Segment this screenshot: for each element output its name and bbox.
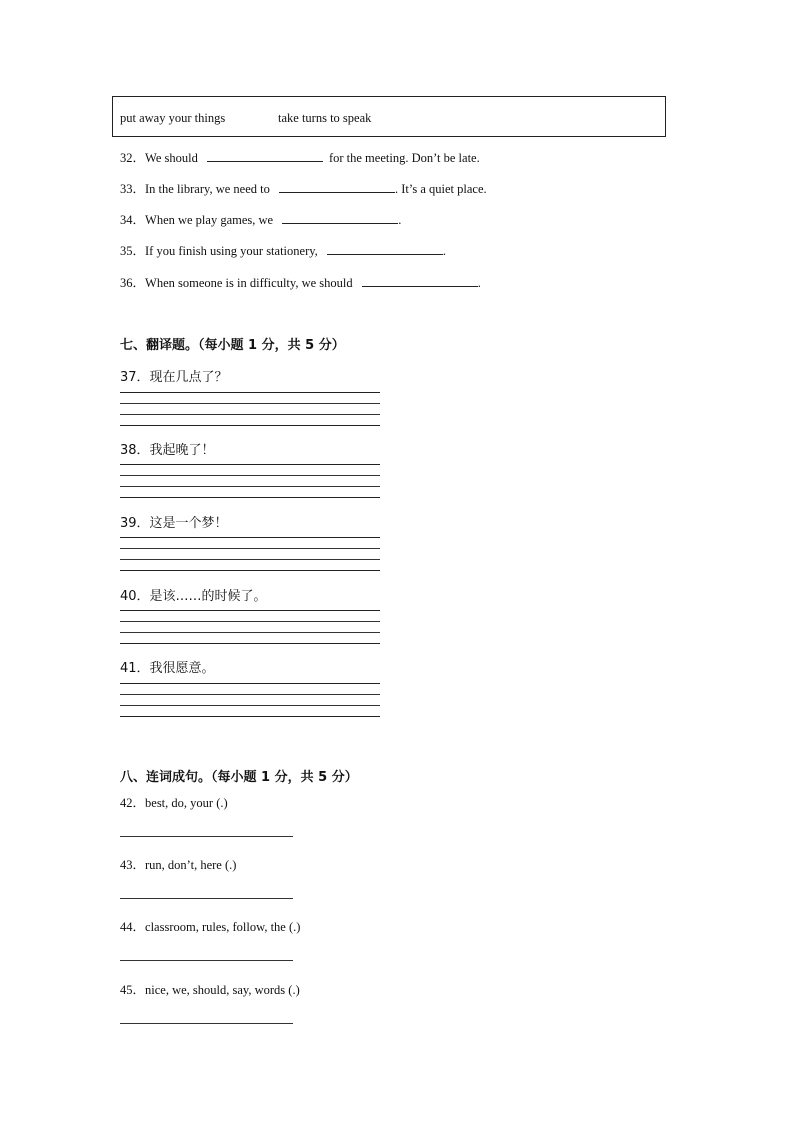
word-bank-phrase-1: put away your things [120, 111, 226, 125]
section-8-heading: 八、连词成句。（每小题 1 分，共 5 分） [120, 770, 358, 785]
question-text-before: We should [145, 151, 198, 165]
question-40 [120, 585, 267, 604]
writing-line[interactable] [120, 694, 380, 695]
question-45 [120, 980, 300, 998]
question-43 [120, 855, 236, 873]
question-38 [120, 439, 215, 458]
answer-line[interactable] [120, 960, 293, 961]
question-text-before: When someone is in difficulty, we should [145, 276, 353, 290]
question-text-after: . [442, 244, 447, 258]
writing-line[interactable] [120, 475, 380, 476]
writing-line[interactable] [120, 486, 380, 487]
question-37 [120, 366, 228, 385]
writing-line[interactable] [120, 621, 380, 622]
question-number: 32． [120, 151, 146, 165]
writing-line[interactable] [120, 643, 380, 644]
question-number: 36． [120, 276, 146, 290]
writing-line[interactable] [120, 716, 380, 717]
question-text-after: for the meeting. Don’t be late. [328, 151, 480, 165]
word-bank-box [112, 96, 666, 137]
question-number: 41． [120, 661, 150, 676]
answer-blank[interactable] [327, 243, 443, 255]
writing-line[interactable] [120, 403, 380, 404]
writing-line[interactable] [120, 610, 380, 611]
question-number: 39． [120, 516, 150, 531]
question-text-before: If you finish using your stationery, [145, 244, 318, 258]
question-33 [120, 179, 487, 197]
word-bank-phrase-2: take turns to speak [278, 111, 372, 125]
question-42 [120, 793, 228, 811]
writing-line[interactable] [120, 464, 380, 465]
question-text: 我起晚了！ [149, 443, 215, 458]
question-41 [120, 657, 215, 676]
question-text: nice, we, should, say, words (.) [145, 983, 300, 997]
question-text-after: . It’s a quiet place. [394, 182, 487, 196]
writing-line[interactable] [120, 414, 380, 415]
question-number: 35． [120, 244, 146, 258]
answer-line[interactable] [120, 836, 293, 837]
answer-blank[interactable] [282, 212, 398, 224]
question-number: 38． [120, 443, 150, 458]
question-text-after: . [398, 213, 402, 227]
question-32 [120, 148, 480, 166]
answer-blank[interactable] [362, 275, 478, 287]
question-text-before: In the library, we need to [145, 182, 270, 196]
question-text: classroom, rules, follow, the (.) [145, 920, 301, 934]
question-44 [120, 917, 300, 935]
question-number: 40． [120, 589, 150, 604]
question-text-before: When we play games, we [145, 213, 274, 227]
question-36 [120, 273, 481, 291]
writing-line[interactable] [120, 559, 380, 560]
writing-line[interactable] [120, 497, 380, 498]
question-number: 37． [120, 370, 150, 385]
question-number: 42． [120, 796, 146, 810]
section-7-heading: 七、翻译题。（每小题 1 分，共 5 分） [120, 338, 345, 353]
question-39 [120, 512, 228, 531]
question-text: 这是一个梦！ [149, 516, 228, 531]
writing-line[interactable] [120, 705, 380, 706]
question-number: 45． [120, 983, 146, 997]
writing-line[interactable] [120, 570, 380, 571]
question-text: 是该……的时候了。 [149, 589, 267, 604]
writing-line[interactable] [120, 548, 380, 549]
writing-line[interactable] [120, 425, 380, 426]
question-35 [120, 241, 446, 259]
answer-line[interactable] [120, 898, 293, 899]
question-text-after: . [477, 276, 481, 290]
writing-line[interactable] [120, 683, 380, 684]
question-number: 33． [120, 182, 146, 196]
answer-line[interactable] [120, 1023, 293, 1024]
question-number: 34． [120, 213, 146, 227]
answer-blank[interactable] [279, 181, 395, 193]
question-text: 我很愿意。 [149, 661, 215, 676]
question-number: 44． [120, 920, 146, 934]
question-text: 现在几点了？ [149, 370, 228, 385]
question-34 [120, 210, 401, 228]
writing-line[interactable] [120, 632, 380, 633]
question-text: run, don’t, here (.) [145, 858, 237, 872]
answer-blank[interactable] [207, 150, 323, 162]
question-text: best, do, your (.) [145, 796, 228, 810]
question-number: 43． [120, 858, 146, 872]
writing-line[interactable] [120, 392, 380, 393]
writing-line[interactable] [120, 537, 380, 538]
